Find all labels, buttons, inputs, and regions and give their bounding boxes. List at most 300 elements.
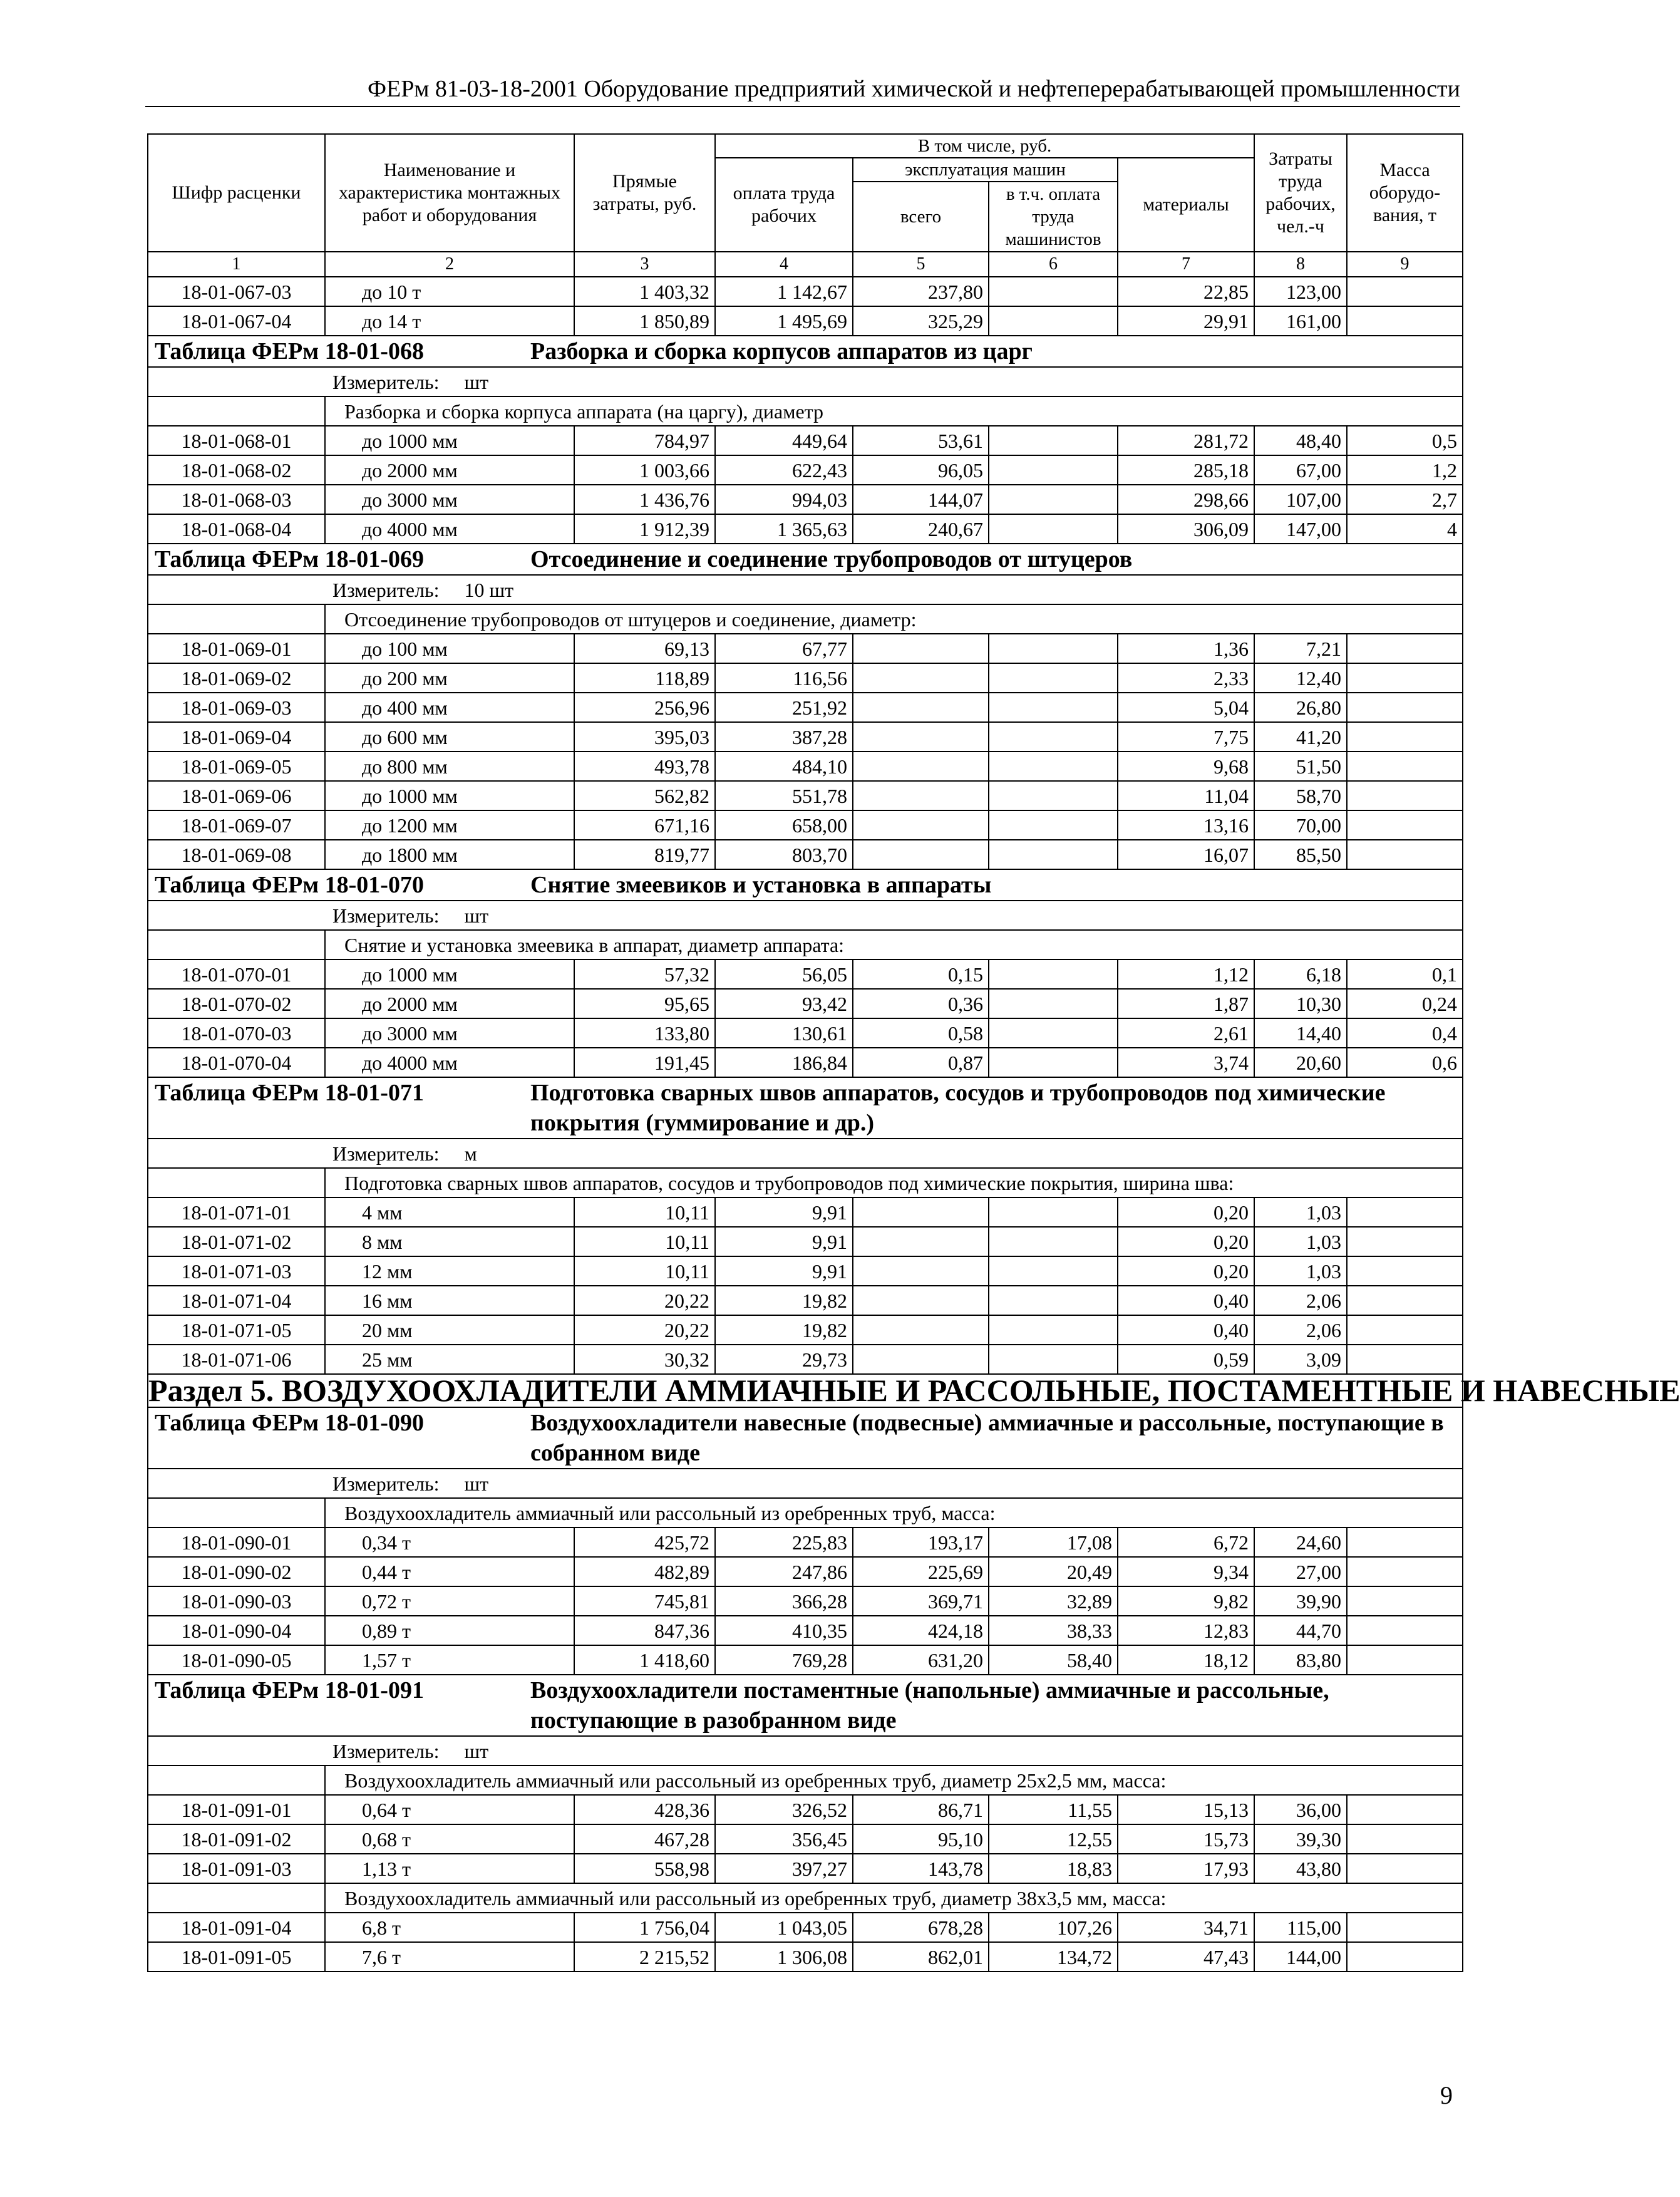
cell-labor: 56,05 [715,959,853,989]
cell-materials: 5,04 [1118,693,1254,722]
cell-name: до 1000 мм [325,959,574,989]
cell-name: 6,8 т [325,1913,574,1942]
cell-machinists: 134,72 [989,1942,1118,1972]
cell-mass [1347,1942,1463,1972]
cell-machinists: 38,33 [989,1616,1118,1645]
cell-materials: 22,85 [1118,277,1254,306]
table-row [148,840,1463,869]
table-row [148,1557,1463,1586]
cell-machinists: 17,08 [989,1528,1118,1557]
cell-labor: 484,10 [715,752,853,781]
unit-row [148,901,1463,930]
col-number: 5 [853,252,989,277]
cell-materials: 1,87 [1118,989,1254,1018]
description-text: Воздухоохладитель аммиачный или рассольный из оребренных труб, масса: [325,1498,1463,1528]
cell-machines [853,663,989,693]
cell-machinists [989,514,1118,544]
cell-mass [1347,1227,1463,1256]
table-code: Таблица ФЕРм 18-01-069 [155,546,424,572]
cell-machines: 193,17 [853,1528,989,1557]
cell-mass [1347,722,1463,752]
cell-labor: 186,84 [715,1048,853,1077]
cell-labor: 67,77 [715,634,853,663]
table-row [148,810,1463,840]
cell-labor: 19,82 [715,1286,853,1315]
cell-hours: 39,30 [1254,1824,1347,1854]
cell-materials: 0,20 [1118,1256,1254,1286]
table-title-row [148,1407,1463,1469]
table-row [148,634,1463,663]
cell-machinists [989,781,1118,810]
cell-machinists [989,1286,1118,1315]
cell-direct: 784,97 [574,426,715,455]
cell-machines: 240,67 [853,514,989,544]
cell-machinists: 12,55 [989,1824,1118,1854]
cell-labor: 622,43 [715,455,853,485]
cell-direct: 20,22 [574,1315,715,1345]
col-mass-header: Масса оборудо-вания, т [1347,134,1463,252]
cell-materials: 298,66 [1118,485,1254,514]
table-row [148,1795,1463,1824]
table-title-row [148,1077,1463,1139]
cell-machines: 678,28 [853,1913,989,1942]
cell-hours: 144,00 [1254,1942,1347,1972]
cell-code: 18-01-091-02 [148,1824,325,1854]
unit-value: 10 шт [464,578,514,601]
description-text: Разборка и сборка корпуса аппарата (на царгу), диаметр [325,396,1463,426]
cell-machinists: 107,26 [989,1913,1118,1942]
table-code: Таблица ФЕРм 18-01-090 [155,1410,424,1436]
table-row [148,1586,1463,1616]
cell-direct: 395,03 [574,722,715,752]
cell-direct: 1 403,32 [574,277,715,306]
cell-direct: 133,80 [574,1018,715,1048]
cell-hours: 20,60 [1254,1048,1347,1077]
cell-machinists [989,485,1118,514]
table-title-row [148,544,1463,575]
table-row [148,752,1463,781]
cell-machinists [989,840,1118,869]
cell-labor: 251,92 [715,693,853,722]
cell-materials: 281,72 [1118,426,1254,455]
empty-cell [148,1765,325,1795]
cell-code: 18-01-068-01 [148,426,325,455]
cell-direct: 1 912,39 [574,514,715,544]
table-title: Подготовка сварных швов аппаратов, сосудов и трубопроводов под химические покрытия (гуммирование и др.) [530,1080,1386,1136]
cell-hours: 51,50 [1254,752,1347,781]
cell-materials: 15,73 [1118,1824,1254,1854]
cell-name: до 1000 мм [325,426,574,455]
rates-table [147,133,1680,1972]
cell-name: до 3000 мм [325,1018,574,1048]
cell-direct: 671,16 [574,810,715,840]
cell-direct: 191,45 [574,1048,715,1077]
cell-direct: 95,65 [574,989,715,1018]
header-rule [145,106,1460,107]
cell-hours: 24,60 [1254,1528,1347,1557]
cell-machinists [989,989,1118,1018]
cell-direct: 57,32 [574,959,715,989]
unit-cell [148,1139,1463,1168]
cell-mass [1347,1315,1463,1345]
cell-labor: 130,61 [715,1018,853,1048]
cell-mass [1347,1854,1463,1883]
empty-cell [148,1883,325,1913]
cell-hours: 12,40 [1254,663,1347,693]
unit-label: Измеритель: [332,578,440,601]
unit-row [148,1139,1463,1168]
cell-hours: 3,09 [1254,1345,1347,1374]
cell-code: 18-01-069-03 [148,693,325,722]
cell-name: до 14 т [325,306,574,336]
cell-name: до 2000 мм [325,455,574,485]
cell-hours: 107,00 [1254,485,1347,514]
table-title: Разборка и сборка корпусов аппаратов из царг [530,338,1033,364]
cell-code: 18-01-091-03 [148,1854,325,1883]
cell-hours: 67,00 [1254,455,1347,485]
cell-direct: 425,72 [574,1528,715,1557]
cell-materials: 2,61 [1118,1018,1254,1048]
cell-code: 18-01-069-05 [148,752,325,781]
table-row [148,1286,1463,1315]
empty-cell [148,604,325,634]
table-title-cell [148,1675,1463,1736]
description-text: Отсоединение трубопроводов от штуцеров и соединение, диаметр: [325,604,1463,634]
cell-machinists [989,1197,1118,1227]
cell-machines: 86,71 [853,1795,989,1824]
cell-machines [853,810,989,840]
col-number: 9 [1347,252,1463,277]
cell-machinists: 32,89 [989,1586,1118,1616]
cell-machines [853,781,989,810]
cell-direct: 10,11 [574,1197,715,1227]
cell-materials: 17,93 [1118,1854,1254,1883]
table-row [148,1528,1463,1557]
cell-labor: 410,35 [715,1616,853,1645]
cell-labor: 769,28 [715,1645,853,1675]
cell-name: до 100 мм [325,634,574,663]
col-number: 6 [989,252,1118,277]
cell-materials: 9,34 [1118,1557,1254,1586]
cell-direct: 467,28 [574,1824,715,1854]
table-title: Воздухоохладители навесные (подвесные) аммиачные и рассольные, поступающие в собранном виде [530,1410,1444,1466]
cell-mass [1347,1616,1463,1645]
cell-code: 18-01-090-03 [148,1586,325,1616]
cell-name: до 200 мм [325,663,574,693]
cell-machines [853,634,989,663]
cell-mass [1347,1795,1463,1824]
table-row [148,1018,1463,1048]
unit-label: Измеритель: [332,1472,440,1495]
cell-direct: 20,22 [574,1286,715,1315]
cell-machinists [989,455,1118,485]
cell-labor: 449,64 [715,426,853,455]
section-row [148,1374,1463,1407]
section-title: Раздел 5. ВОЗДУХООХЛАДИТЕЛИ АММИАЧНЫЕ И РАССОЛЬНЫЕ, ПОСТАМЕНТНЫЕ И НАВЕСНЫЕ [148,1372,1680,1408]
cell-hours: 123,00 [1254,277,1347,306]
unit-value: шт [464,370,489,393]
cell-hours: 39,90 [1254,1586,1347,1616]
cell-code: 18-01-091-01 [148,1795,325,1824]
cell-machinists [989,810,1118,840]
table-row [148,1227,1463,1256]
cell-machines [853,1197,989,1227]
cell-hours: 58,70 [1254,781,1347,810]
cell-labor: 9,91 [715,1197,853,1227]
cell-machines: 143,78 [853,1854,989,1883]
cell-labor: 658,00 [715,810,853,840]
cell-materials: 18,12 [1118,1645,1254,1675]
cell-name: до 3000 мм [325,485,574,514]
cell-mass [1347,1256,1463,1286]
cell-name: до 10 т [325,277,574,306]
cell-mass [1347,1286,1463,1315]
cell-mass: 4 [1347,514,1463,544]
unit-label: Измеритель: [332,1739,440,1762]
description-row [148,604,1463,634]
page-number: 9 [1440,2081,1453,2109]
cell-machines: 237,80 [853,277,989,306]
table-row [148,1256,1463,1286]
description-row [148,1883,1463,1913]
table-title-cell [148,869,1463,901]
cell-name: 1,57 т [325,1645,574,1675]
cell-materials: 7,75 [1118,722,1254,752]
cell-mass: 0,6 [1347,1048,1463,1077]
cell-name: 8 мм [325,1227,574,1256]
cell-materials: 0,20 [1118,1227,1254,1256]
col-machinists-header: в т.ч. оплата труда машинистов [989,182,1118,252]
cell-materials: 0,59 [1118,1345,1254,1374]
cell-machines: 225,69 [853,1557,989,1586]
cell-name: 16 мм [325,1286,574,1315]
cell-hours: 1,03 [1254,1227,1347,1256]
unit-cell [148,1736,1463,1765]
cell-code: 18-01-090-05 [148,1645,325,1675]
col-number: 1 [148,252,325,277]
cell-machinists [989,693,1118,722]
cell-hours: 85,50 [1254,840,1347,869]
cell-labor: 93,42 [715,989,853,1018]
unit-label: Измеритель: [332,904,440,927]
table-title-row [148,1675,1463,1736]
cell-labor: 994,03 [715,485,853,514]
cell-machines: 369,71 [853,1586,989,1616]
cell-code: 18-01-071-05 [148,1315,325,1345]
cell-machines: 0,87 [853,1048,989,1077]
cell-machines [853,1315,989,1345]
cell-labor: 1 365,63 [715,514,853,544]
cell-mass: 0,4 [1347,1018,1463,1048]
cell-hours: 26,80 [1254,693,1347,722]
cell-labor: 9,91 [715,1227,853,1256]
cell-machinists [989,663,1118,693]
unit-row [148,367,1463,396]
cell-code: 18-01-090-01 [148,1528,325,1557]
cell-direct: 2 215,52 [574,1942,715,1972]
cell-code: 18-01-069-02 [148,663,325,693]
cell-code: 18-01-070-03 [148,1018,325,1048]
unit-row [148,575,1463,604]
cell-direct: 428,36 [574,1795,715,1824]
cell-direct: 1 003,66 [574,455,715,485]
cell-hours: 6,18 [1254,959,1347,989]
col-machines-total-header: всего [853,182,989,252]
unit-cell [148,901,1463,930]
cell-name: 1,13 т [325,1854,574,1883]
cell-machines: 631,20 [853,1645,989,1675]
description-text: Подготовка сварных швов аппаратов, сосудов и трубопроводов под химические покрытия, ширина шва: [325,1168,1463,1197]
cell-hours: 147,00 [1254,514,1347,544]
cell-code: 18-01-090-04 [148,1616,325,1645]
cell-code: 18-01-071-03 [148,1256,325,1286]
table-row [148,514,1463,544]
table-row [148,485,1463,514]
cell-code: 18-01-091-04 [148,1913,325,1942]
cell-direct: 745,81 [574,1586,715,1616]
col-number: 2 [325,252,574,277]
cell-direct: 847,36 [574,1616,715,1645]
table-title-row [148,336,1463,367]
cell-code: 18-01-071-06 [148,1345,325,1374]
cell-mass [1347,663,1463,693]
cell-code: 18-01-071-02 [148,1227,325,1256]
description-row [148,930,1463,959]
cell-labor: 803,70 [715,840,853,869]
cell-direct: 493,78 [574,752,715,781]
cell-code: 18-01-069-04 [148,722,325,752]
cell-hours: 83,80 [1254,1645,1347,1675]
cell-hours: 44,70 [1254,1616,1347,1645]
cell-labor: 1 495,69 [715,306,853,336]
cell-mass [1347,752,1463,781]
cell-labor: 326,52 [715,1795,853,1824]
cell-code: 18-01-069-08 [148,840,325,869]
unit-label: Измеритель: [332,1142,440,1165]
cell-materials: 306,09 [1118,514,1254,544]
col-number: 8 [1254,252,1347,277]
cell-machinists [989,752,1118,781]
cell-code: 18-01-068-04 [148,514,325,544]
cell-mass [1347,1913,1463,1942]
cell-mass [1347,1557,1463,1586]
cell-hours: 1,03 [1254,1197,1347,1227]
cell-direct: 562,82 [574,781,715,810]
cell-materials: 16,07 [1118,840,1254,869]
table-title: Отсоединение и соединение трубопроводов от штуцеров [530,546,1133,572]
cell-machinists [989,1048,1118,1077]
table-row [148,1824,1463,1854]
table-title-cell [148,1407,1463,1469]
cell-machinists [989,306,1118,336]
cell-hours: 10,30 [1254,989,1347,1018]
cell-machines: 144,07 [853,485,989,514]
cell-hours: 27,00 [1254,1557,1347,1586]
table-row [148,426,1463,455]
cell-direct: 482,89 [574,1557,715,1586]
table-title-row [148,869,1463,901]
cell-name: 25 мм [325,1345,574,1374]
cell-mass [1347,1197,1463,1227]
cell-machines: 0,15 [853,959,989,989]
cell-machines: 53,61 [853,426,989,455]
cell-machinists [989,1315,1118,1345]
description-text: Воздухоохладитель аммиачный или рассольный из оребренных труб, диаметр 25х2,5 мм, масса: [325,1765,1463,1795]
description-row [148,396,1463,426]
cell-materials: 13,16 [1118,810,1254,840]
cell-direct: 10,11 [574,1227,715,1256]
cell-materials: 9,82 [1118,1586,1254,1616]
column-numbers-row [148,252,1463,277]
cell-hours: 2,06 [1254,1286,1347,1315]
empty-cell [148,396,325,426]
cell-code: 18-01-069-01 [148,634,325,663]
cell-direct: 30,32 [574,1345,715,1374]
cell-machinists [989,959,1118,989]
table-code: Таблица ФЕРм 18-01-071 [155,1080,424,1106]
cell-machines: 96,05 [853,455,989,485]
cell-name: 7,6 т [325,1942,574,1972]
cell-materials: 12,83 [1118,1616,1254,1645]
cell-labor: 19,82 [715,1315,853,1345]
cell-mass [1347,277,1463,306]
table-title-cell [148,544,1463,575]
cell-name: до 4000 мм [325,1048,574,1077]
table-row [148,1616,1463,1645]
description-row [148,1765,1463,1795]
cell-code: 18-01-091-05 [148,1942,325,1972]
table-body [148,277,1680,1972]
cell-direct: 1 756,04 [574,1913,715,1942]
cell-machinists [989,1256,1118,1286]
cell-direct: 819,77 [574,840,715,869]
cell-name: до 2000 мм [325,989,574,1018]
cell-machines [853,722,989,752]
table-row [148,722,1463,752]
unit-cell [148,575,1463,604]
cell-labor: 1 043,05 [715,1913,853,1942]
cell-machines [853,693,989,722]
cell-name: 20 мм [325,1315,574,1345]
unit-cell [148,1469,1463,1498]
cell-name: 12 мм [325,1256,574,1286]
cell-code: 18-01-069-07 [148,810,325,840]
cell-machinists [989,722,1118,752]
cell-materials: 0,40 [1118,1315,1254,1345]
cell-machinists [989,634,1118,663]
cell-materials: 29,91 [1118,306,1254,336]
cell-labor: 1 306,08 [715,1942,853,1972]
cell-machines [853,1286,989,1315]
cell-name: 0,44 т [325,1557,574,1586]
cell-machines: 325,29 [853,306,989,336]
table-row [148,1197,1463,1227]
cell-mass [1347,306,1463,336]
cell-machinists [989,1345,1118,1374]
cell-machines: 0,58 [853,1018,989,1048]
description-text: Воздухоохладитель аммиачный или рассольный из оребренных труб, диаметр 38х3,5 мм, масса: [325,1883,1463,1913]
table-code: Таблица ФЕРм 18-01-068 [155,338,424,364]
cell-code: 18-01-068-02 [148,455,325,485]
table-code: Таблица ФЕРм 18-01-070 [155,872,424,898]
cell-direct: 69,13 [574,634,715,663]
cell-materials: 285,18 [1118,455,1254,485]
cell-labor: 356,45 [715,1824,853,1854]
cell-code: 18-01-068-03 [148,485,325,514]
cell-mass [1347,1586,1463,1616]
table-header [148,134,1463,277]
cell-code: 18-01-070-02 [148,989,325,1018]
